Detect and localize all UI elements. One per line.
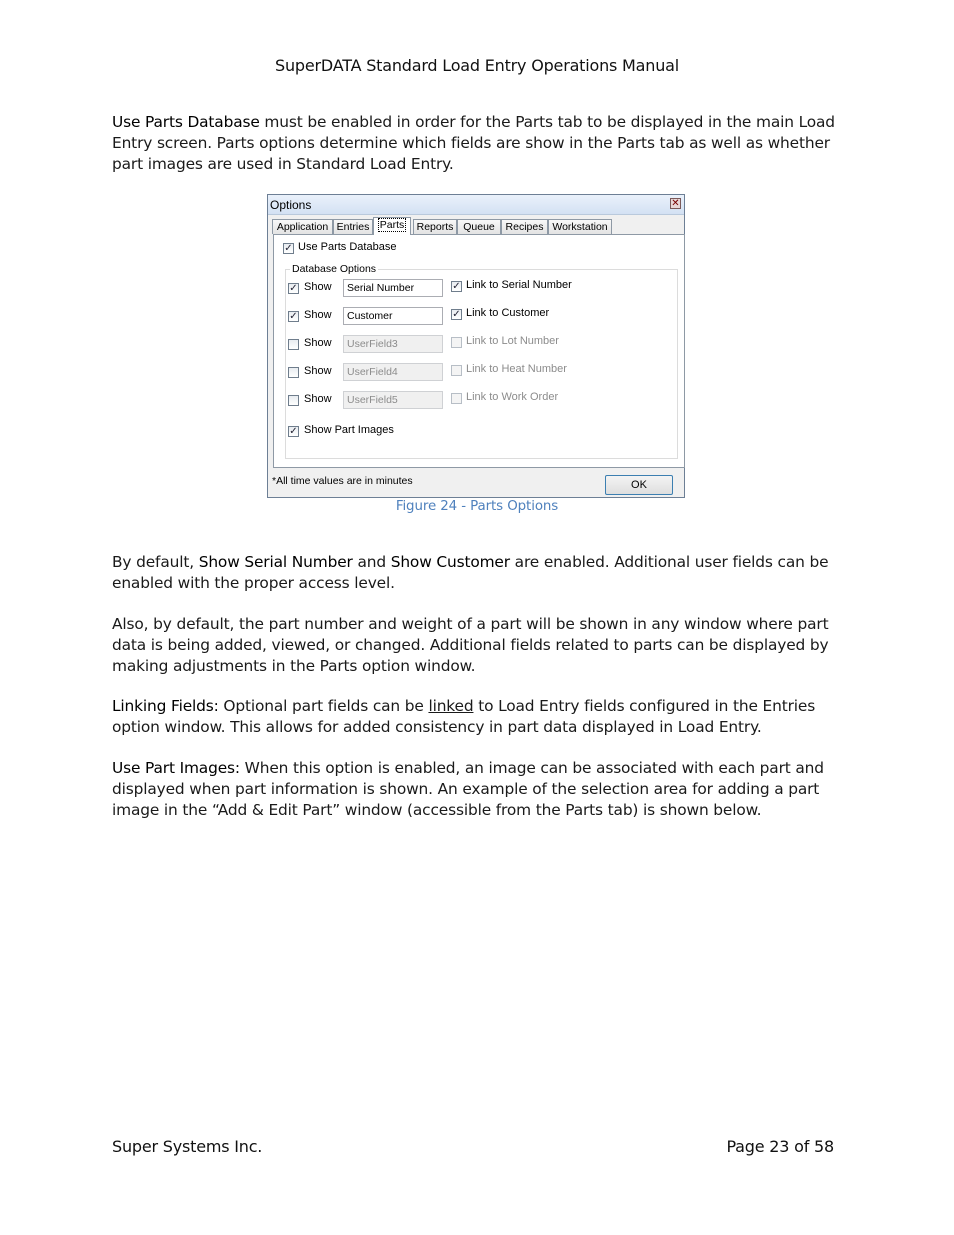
tab-reports[interactable]: Reports (413, 219, 457, 234)
paragraph-part-display: Also, by default, the part number and weight of a part will be shown in any window where part data is being added, viewed, or changed. Additional fields related to parts can be displayed by making adjustments in the Parts option window. (112, 615, 829, 675)
paragraph-text: and (352, 553, 391, 571)
link-heat-number-checkbox[interactable] (451, 365, 462, 376)
paragraph-use-part-images (112, 758, 842, 820)
term-show-serial-number: Show Serial Number (198, 553, 353, 571)
show-label: Show (304, 365, 332, 377)
show-label: Show (304, 309, 332, 321)
linked-text: linked (428, 697, 474, 715)
options-dialog (267, 194, 685, 498)
paragraph-text: to Load Entry fields configured in the Entries option window. This allows for added consistency in part data displayed in Load Entry. (112, 697, 816, 736)
dialog-titlebar (268, 195, 684, 215)
use-parts-database-checkbox[interactable]: ✓ (284, 243, 293, 254)
parts-tab-panel (273, 234, 685, 468)
link-customer-label: Link to Customer (466, 307, 550, 319)
link-lot-number-checkbox[interactable] (451, 337, 462, 348)
tab-queue[interactable]: Queue (457, 219, 501, 234)
userfield5-field[interactable]: UserField5 (343, 391, 443, 409)
tab-entries[interactable]: Entries (333, 219, 373, 234)
tab-application[interactable]: Application (272, 219, 333, 234)
paragraph-use-parts-database (112, 112, 842, 174)
term-linking-fields: Linking Fields: (112, 697, 219, 715)
show-label: Show (304, 281, 332, 293)
figure-caption: Figure 24 - Parts Options (395, 499, 559, 514)
tab-workstation[interactable]: Workstation (548, 219, 612, 234)
tab-recipes[interactable]: Recipes (501, 219, 548, 234)
paragraph-defaults (112, 552, 842, 594)
show-customer-checkbox[interactable]: ✓ (289, 311, 298, 322)
database-options-legend: Database Options (292, 263, 377, 275)
paragraph-linking-fields (112, 696, 842, 738)
footer-page-number: Page 23 of 58 (726, 1137, 834, 1156)
footer-company: Super Systems Inc. (112, 1137, 263, 1156)
serial-number-field[interactable]: Serial Number (343, 279, 443, 297)
link-heat-number-label: Link to Heat Number (466, 363, 567, 375)
show-label: Show (304, 393, 332, 405)
link-lot-number-label: Link to Lot Number (466, 335, 559, 347)
show-part-images-checkbox[interactable]: ✓ (289, 426, 298, 437)
term-show-customer: Show Customer (390, 553, 510, 571)
userfield4-field[interactable]: UserField4 (343, 363, 443, 381)
show-label: Show (304, 337, 332, 349)
paragraph-text: Optional part fields can be (218, 697, 429, 715)
ok-button[interactable]: OK (605, 475, 673, 495)
link-customer-checkbox[interactable]: ✓ (452, 309, 461, 320)
show-userfield3-checkbox[interactable] (288, 339, 299, 350)
show-userfield4-checkbox[interactable] (288, 367, 299, 378)
userfield3-field[interactable]: UserField3 (343, 335, 443, 353)
close-icon[interactable]: ✕ (671, 198, 680, 209)
term-use-part-images: Use Part Images: (112, 759, 240, 777)
link-serial-number-label: Link to Serial Number (466, 279, 572, 291)
time-units-footnote: *All time values are in minutes (272, 475, 413, 487)
tab-parts[interactable]: Parts (373, 217, 411, 235)
link-serial-number-checkbox[interactable]: ✓ (452, 281, 461, 292)
paragraph-text: must be enabled in order for the Parts tab to be displayed in the main Load Entry screen. Parts options determine which fields are show in the Parts tab as well as whether part images are used in Standard Load Entry. (112, 113, 835, 173)
customer-field[interactable]: Customer (343, 307, 443, 325)
show-serial-number-checkbox[interactable]: ✓ (289, 283, 298, 294)
paragraph-text: By default, (112, 553, 199, 571)
page-header: SuperDATA Standard Load Entry Operations Manual (275, 56, 679, 75)
dialog-title: Options (270, 198, 312, 212)
paragraph-text: When this option is enabled, an image can be associated with each part and displayed when part information is shown. An example of the selection area for adding a part image in the “Add & Edit Part” window (accessible from the Parts tab) is shown below. (112, 759, 824, 819)
link-work-order-label: Link to Work Order (466, 391, 559, 403)
link-work-order-checkbox[interactable] (451, 393, 462, 404)
show-userfield5-checkbox[interactable] (288, 395, 299, 406)
paragraph-text: are enabled. Additional user fields can be enabled with the proper access level. (112, 553, 829, 592)
term-use-parts-database: Use Parts Database (112, 113, 260, 131)
show-part-images-label: Show Part Images (304, 424, 394, 436)
use-parts-database-label: Use Parts Database (298, 241, 397, 253)
